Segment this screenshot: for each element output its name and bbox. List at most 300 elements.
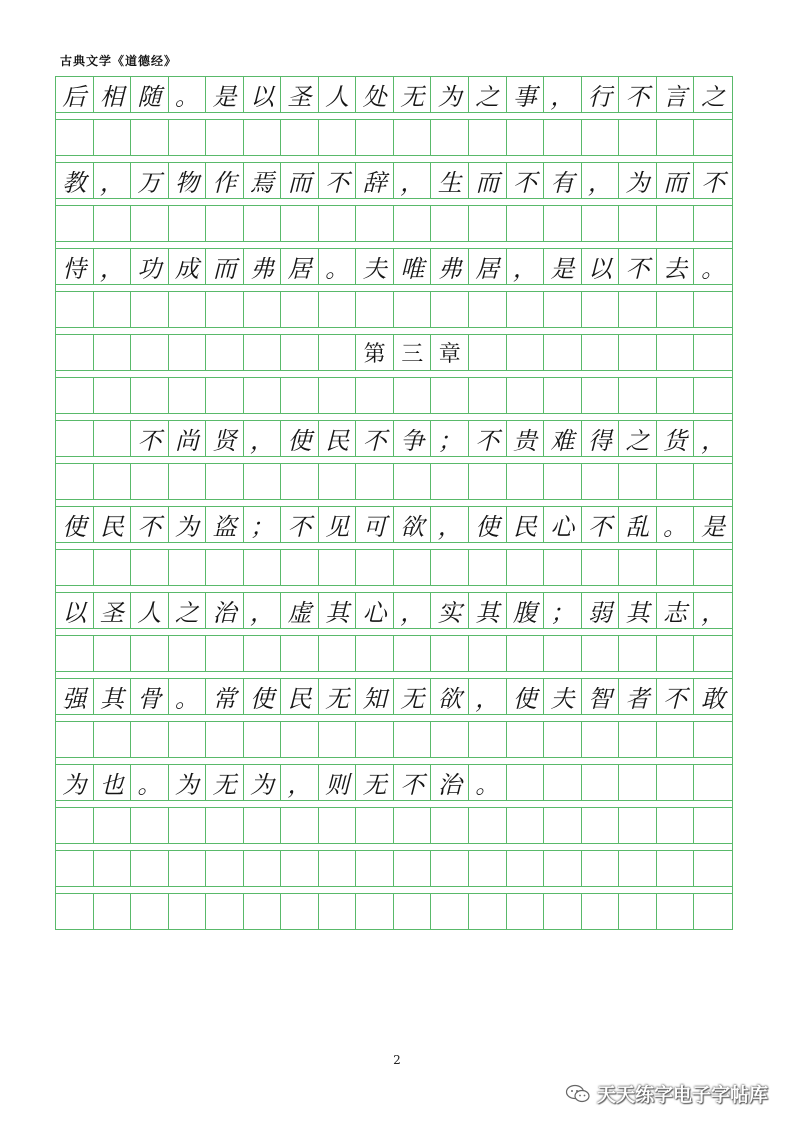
grid-cell: 则 <box>319 765 357 800</box>
text-row <box>56 592 732 629</box>
grid-cell <box>169 120 207 155</box>
grid-cell <box>206 722 244 757</box>
grid-cell <box>431 636 469 671</box>
grid-cell <box>431 464 469 499</box>
grid-cell: 不 <box>619 77 657 112</box>
grid-cell: 使 <box>469 507 507 542</box>
grid-cell <box>469 550 507 585</box>
grid-cell: 使 <box>56 507 94 542</box>
grid-cell <box>507 378 545 413</box>
grid-cell: ， <box>394 593 432 628</box>
grid-cell: 敢 <box>701 685 726 713</box>
grid-cell <box>469 292 507 327</box>
grid-cell <box>94 378 132 413</box>
grid-cell <box>694 894 732 929</box>
grid-cell <box>657 851 695 886</box>
grid-cell <box>582 808 620 843</box>
grid-cell: 其 <box>619 593 657 628</box>
grid-cell: 教 <box>56 163 94 198</box>
grid-cell: ， <box>507 249 545 284</box>
grid-cell <box>281 335 319 370</box>
grid-cell: ， <box>244 593 282 628</box>
grid-cell <box>394 120 432 155</box>
grid-cell <box>582 120 620 155</box>
grid-cell <box>619 550 657 585</box>
grid-cell <box>281 894 319 929</box>
grid-cell <box>619 292 657 327</box>
grid-cell <box>356 378 394 413</box>
grid-cell <box>206 894 244 929</box>
grid-cell <box>356 464 394 499</box>
grid-cell: 货 <box>657 421 695 456</box>
grid-cell <box>244 808 282 843</box>
grid-cell <box>657 292 695 327</box>
grid-cell <box>244 292 282 327</box>
grid-cell <box>544 808 582 843</box>
grid-cell <box>281 808 319 843</box>
grid-cell <box>469 120 507 155</box>
grid-cell <box>131 550 169 585</box>
grid-cell <box>131 851 169 886</box>
grid-cell: ， <box>544 77 582 112</box>
grid-cell <box>507 206 545 241</box>
grid-cell: 事 <box>507 77 545 112</box>
grid-cell <box>356 636 394 671</box>
grid-cell <box>94 292 132 327</box>
grid-cell <box>244 206 282 241</box>
blank-row <box>56 119 732 156</box>
grid-cell <box>694 464 732 499</box>
blank-row <box>56 721 732 758</box>
grid-cell: 居 <box>281 249 319 284</box>
grid-cell: 。 <box>469 765 507 800</box>
grid-cell: 无 <box>394 679 432 714</box>
grid-cell <box>544 378 582 413</box>
grid-cell <box>507 464 545 499</box>
grid-cell: 不 <box>281 507 319 542</box>
grid-cell <box>394 851 432 886</box>
blank-row <box>56 850 732 887</box>
grid-cell: 之 <box>701 83 726 111</box>
grid-cell <box>619 765 657 800</box>
grid-cell: 弗 <box>431 249 469 284</box>
grid-cell <box>619 851 657 886</box>
grid-cell <box>131 120 169 155</box>
grid-cell: 智 <box>582 679 620 714</box>
grid-cell: 使 <box>244 679 282 714</box>
grid-cell <box>544 894 582 929</box>
grid-cell <box>131 636 169 671</box>
grid-cell: 民 <box>94 507 132 542</box>
grid-cell <box>394 550 432 585</box>
grid-cell: 万 <box>131 163 169 198</box>
grid-cell: 无 <box>206 765 244 800</box>
grid-cell <box>244 464 282 499</box>
grid-cell <box>619 120 657 155</box>
grid-cell <box>281 120 319 155</box>
grid-cell <box>169 206 207 241</box>
grid-cell <box>244 120 282 155</box>
grid-cell <box>694 636 732 671</box>
grid-cell <box>507 550 545 585</box>
grid-cell <box>507 120 545 155</box>
watermark-text: 天天练字电子字帖库 <box>596 1084 768 1106</box>
grid-cell <box>206 808 244 843</box>
page-header: 古典文学《道德经》 <box>60 54 178 68</box>
grid-cell <box>582 765 620 800</box>
grid-cell: 见 <box>319 507 357 542</box>
grid-cell <box>582 292 620 327</box>
grid-cell <box>94 894 132 929</box>
text-row <box>56 506 732 543</box>
grid-cell: 不 <box>356 421 394 456</box>
grid-cell: 第 <box>356 335 394 370</box>
grid-cell <box>169 894 207 929</box>
grid-cell <box>94 421 132 456</box>
grid-cell <box>281 378 319 413</box>
grid-cell <box>94 851 132 886</box>
grid-cell: 不 <box>469 421 507 456</box>
grid-cell <box>469 464 507 499</box>
grid-cell: 生 <box>431 163 469 198</box>
grid-cell: 贤 <box>206 421 244 456</box>
grid-cell <box>244 894 282 929</box>
grid-cell: 辞 <box>356 163 394 198</box>
grid-cell <box>431 894 469 929</box>
grid-cell: 欲 <box>431 679 469 714</box>
grid-cell: 后 <box>56 77 94 112</box>
grid-cell: 其 <box>469 593 507 628</box>
blank-row <box>56 205 732 242</box>
grid-cell: 而 <box>281 163 319 198</box>
grid-cell: 夫 <box>356 249 394 284</box>
grid-cell <box>206 335 244 370</box>
wechat-icon <box>565 1084 591 1104</box>
grid-cell <box>469 378 507 413</box>
grid-cell <box>56 421 94 456</box>
grid-cell <box>431 550 469 585</box>
grid-cell <box>281 636 319 671</box>
grid-cell <box>544 636 582 671</box>
grid-cell <box>694 378 732 413</box>
grid-cell <box>206 636 244 671</box>
grid-cell <box>394 722 432 757</box>
writing-grid <box>55 76 733 930</box>
grid-cell <box>507 765 545 800</box>
grid-cell <box>56 636 94 671</box>
grid-cell <box>582 722 620 757</box>
grid-cell <box>469 636 507 671</box>
grid-cell <box>319 335 357 370</box>
grid-cell <box>169 550 207 585</box>
grid-cell <box>507 292 545 327</box>
grid-cell: 盗 <box>206 507 244 542</box>
grid-cell <box>94 464 132 499</box>
grid-cell <box>319 636 357 671</box>
grid-cell <box>244 722 282 757</box>
grid-cell <box>544 765 582 800</box>
grid-cell: 为 <box>56 765 94 800</box>
grid-cell: 虚 <box>281 593 319 628</box>
grid-cell: ， <box>701 427 726 455</box>
grid-cell <box>56 808 94 843</box>
text-row <box>56 678 732 715</box>
grid-cell <box>582 636 620 671</box>
grid-cell: 去 <box>657 249 695 284</box>
grid-cell: 难 <box>544 421 582 456</box>
grid-cell <box>169 636 207 671</box>
grid-cell <box>319 120 357 155</box>
grid-cell: ， <box>701 599 726 627</box>
grid-cell: 物 <box>169 163 207 198</box>
grid-cell <box>319 851 357 886</box>
grid-cell <box>619 808 657 843</box>
grid-cell <box>507 851 545 886</box>
grid-cell: ； <box>431 421 469 456</box>
text-row <box>56 76 732 113</box>
grid-cell: ； <box>544 593 582 628</box>
grid-cell <box>619 894 657 929</box>
grid-cell <box>319 808 357 843</box>
grid-cell: 为 <box>169 765 207 800</box>
grid-cell <box>657 206 695 241</box>
grid-cell: 乱 <box>619 507 657 542</box>
grid-cell <box>281 851 319 886</box>
grid-cell <box>356 851 394 886</box>
grid-cell <box>244 378 282 413</box>
grid-cell: 无 <box>394 77 432 112</box>
blank-row <box>56 463 732 500</box>
grid-cell: 。 <box>657 507 695 542</box>
grid-cell: 心 <box>544 507 582 542</box>
text-row <box>56 162 732 199</box>
grid-cell <box>356 550 394 585</box>
grid-cell <box>507 722 545 757</box>
grid-cell <box>281 722 319 757</box>
grid-cell <box>657 722 695 757</box>
page-number: 2 <box>393 1053 401 1067</box>
grid-cell <box>394 378 432 413</box>
grid-cell <box>394 894 432 929</box>
grid-cell <box>619 722 657 757</box>
chapter-title-row <box>56 334 732 371</box>
grid-cell: 之 <box>169 593 207 628</box>
grid-cell: 骨 <box>131 679 169 714</box>
grid-cell: 夫 <box>544 679 582 714</box>
grid-cell <box>394 636 432 671</box>
grid-cell <box>319 550 357 585</box>
grid-cell <box>169 464 207 499</box>
grid-cell <box>394 808 432 843</box>
grid-cell: 以 <box>56 593 94 628</box>
grid-cell: 民 <box>507 507 545 542</box>
grid-cell: 弗 <box>244 249 282 284</box>
grid-cell <box>544 464 582 499</box>
grid-cell: 心 <box>356 593 394 628</box>
text-row <box>56 764 732 801</box>
grid-cell: 其 <box>319 593 357 628</box>
grid-cell <box>281 464 319 499</box>
grid-cell <box>507 808 545 843</box>
grid-cell <box>281 206 319 241</box>
grid-cell <box>431 120 469 155</box>
grid-cell <box>694 808 732 843</box>
grid-cell <box>507 894 545 929</box>
grid-cell <box>694 765 732 800</box>
grid-cell <box>657 335 695 370</box>
grid-cell: 是 <box>206 77 244 112</box>
grid-cell: 贵 <box>507 421 545 456</box>
grid-cell: 是 <box>701 513 726 541</box>
grid-cell <box>319 894 357 929</box>
grid-cell <box>582 206 620 241</box>
grid-cell <box>431 292 469 327</box>
grid-cell: 功 <box>131 249 169 284</box>
grid-cell: 而 <box>657 163 695 198</box>
grid-cell: 为 <box>244 765 282 800</box>
grid-cell: ， <box>431 507 469 542</box>
grid-cell <box>206 550 244 585</box>
watermark <box>565 1080 768 1107</box>
grid-cell: 无 <box>319 679 357 714</box>
grid-cell <box>94 120 132 155</box>
grid-cell <box>544 722 582 757</box>
grid-cell <box>469 206 507 241</box>
grid-cell <box>94 335 132 370</box>
grid-cell <box>657 765 695 800</box>
grid-cell <box>206 464 244 499</box>
grid-cell <box>131 292 169 327</box>
grid-cell: 不 <box>582 507 620 542</box>
grid-cell: 其 <box>94 679 132 714</box>
grid-cell: 相 <box>94 77 132 112</box>
grid-cell <box>206 120 244 155</box>
grid-cell <box>131 206 169 241</box>
grid-cell: 得 <box>582 421 620 456</box>
grid-cell: 随 <box>131 77 169 112</box>
grid-cell <box>56 550 94 585</box>
grid-cell: 处 <box>356 77 394 112</box>
grid-cell <box>544 550 582 585</box>
grid-cell <box>356 808 394 843</box>
grid-cell <box>169 335 207 370</box>
grid-cell <box>694 292 732 327</box>
grid-cell: 不 <box>701 169 726 197</box>
grid-cell <box>431 851 469 886</box>
grid-cell: 不 <box>507 163 545 198</box>
grid-cell <box>244 335 282 370</box>
grid-cell <box>431 722 469 757</box>
grid-cell: ， <box>582 163 620 198</box>
grid-cell: 强 <box>56 679 94 714</box>
grid-cell: 民 <box>319 421 357 456</box>
grid-cell: 民 <box>281 679 319 714</box>
grid-cell <box>319 464 357 499</box>
grid-cell <box>619 206 657 241</box>
grid-cell: 以 <box>582 249 620 284</box>
grid-cell <box>169 378 207 413</box>
grid-cell: ， <box>469 679 507 714</box>
grid-cell <box>356 120 394 155</box>
grid-cell: 常 <box>206 679 244 714</box>
grid-cell <box>694 851 732 886</box>
grid-cell: 。 <box>169 679 207 714</box>
grid-cell: 为 <box>431 77 469 112</box>
grid-cell: 也 <box>94 765 132 800</box>
grid-cell: 以 <box>244 77 282 112</box>
grid-cell: 是 <box>544 249 582 284</box>
text-row <box>56 420 732 457</box>
grid-cell <box>131 378 169 413</box>
grid-cell <box>694 120 732 155</box>
grid-cell: ； <box>244 507 282 542</box>
grid-cell <box>56 292 94 327</box>
grid-cell <box>356 206 394 241</box>
grid-cell <box>356 722 394 757</box>
grid-cell <box>319 722 357 757</box>
grid-cell: 为 <box>169 507 207 542</box>
grid-cell: 焉 <box>244 163 282 198</box>
grid-cell <box>582 894 620 929</box>
grid-cell <box>694 335 732 370</box>
grid-cell <box>694 550 732 585</box>
grid-cell <box>582 335 620 370</box>
grid-cell <box>94 206 132 241</box>
grid-cell: 。 <box>701 255 726 283</box>
grid-cell <box>544 292 582 327</box>
grid-cell: 治 <box>431 765 469 800</box>
grid-cell <box>56 206 94 241</box>
grid-cell: 使 <box>507 679 545 714</box>
grid-cell <box>169 722 207 757</box>
grid-cell <box>56 378 94 413</box>
blank-row <box>56 549 732 586</box>
blank-row <box>56 635 732 672</box>
grid-cell <box>281 550 319 585</box>
grid-cell <box>544 120 582 155</box>
grid-cell: 为 <box>619 163 657 198</box>
grid-cell: 治 <box>206 593 244 628</box>
grid-cell <box>319 292 357 327</box>
grid-cell <box>356 894 394 929</box>
grid-cell <box>619 464 657 499</box>
grid-cell <box>131 335 169 370</box>
grid-cell <box>394 292 432 327</box>
grid-cell <box>244 851 282 886</box>
grid-cell: 言 <box>657 77 695 112</box>
grid-cell: 知 <box>356 679 394 714</box>
grid-cell <box>431 378 469 413</box>
grid-cell: 之 <box>469 77 507 112</box>
grid-cell <box>56 120 94 155</box>
grid-cell <box>94 722 132 757</box>
grid-cell: ， <box>394 163 432 198</box>
grid-cell <box>356 292 394 327</box>
grid-cell: 使 <box>281 421 319 456</box>
grid-cell: 圣 <box>281 77 319 112</box>
grid-cell: 。 <box>131 765 169 800</box>
grid-cell <box>244 636 282 671</box>
grid-cell <box>657 120 695 155</box>
grid-cell: 。 <box>319 249 357 284</box>
grid-cell <box>319 206 357 241</box>
grid-cell <box>657 636 695 671</box>
grid-cell: 志 <box>657 593 695 628</box>
grid-cell: 争 <box>394 421 432 456</box>
grid-cell <box>394 464 432 499</box>
grid-cell <box>619 335 657 370</box>
blank-row <box>56 893 732 929</box>
